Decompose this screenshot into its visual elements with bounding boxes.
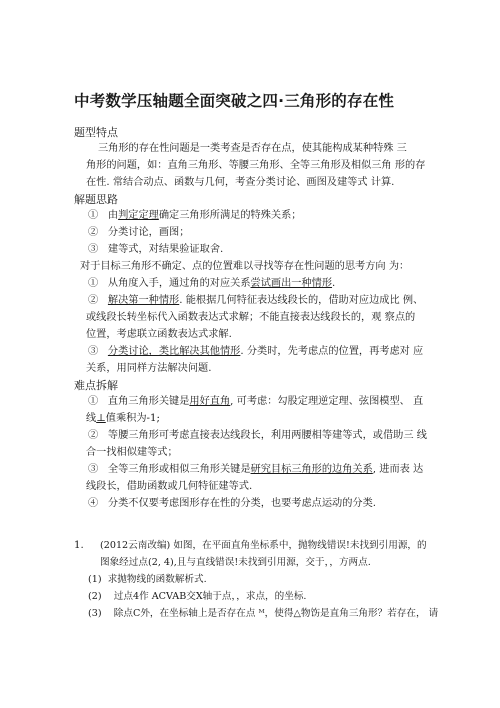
part-label: (1) [88,574,102,585]
part-label: (2) [88,591,102,602]
problem-line: 图象经过点(2, 4),且与直线错误!未找到引用源，交于，，方两点. [100,557,371,568]
note-line: 对于目标三角形不确定、点的位置难以寻找等存在性问题的思考方向 为： [80,261,410,272]
part-text: 求抛物线的函数解析式. [107,574,207,585]
item-text: 从角度入手，通过角的对应关系 [107,278,251,289]
underlined-text: 研究目标三角形的边角关系 [250,464,373,475]
item-text: . 能根据几何特征表达线段长的，借助对应边成比 例、 [179,295,424,306]
list-item-continuation: 或线段长转坐标代入函数表达式求解；不能直接表达线段长的，观 察点的 [86,312,416,323]
list-item [88,396,423,408]
item-number: ② [88,227,99,238]
underlined-text: 用好直角 [189,396,231,407]
item-text: 确定三角形所满足的特殊关系； [158,210,302,221]
problem-part [88,591,306,603]
list-item-continuation: 合一找相似建等式； [86,447,178,458]
item-text: 由 [107,210,119,221]
list-item [88,278,335,290]
part-text: 除点C外，在坐标轴上是否存在点 ᴹ，使得△物饬是直角三角形？若存在， 请 [113,608,439,619]
list-item [88,498,376,510]
list-item-continuation: 位置，考虑联立函数表达式求解. [86,329,232,340]
item-number: ③ [88,464,99,475]
item-text: 全等三角形或相似三角形关键是 [107,464,251,475]
list-item-continuation: 关系，用同样方法解决问题. [86,363,212,374]
section-heading-features: 题型特点 [74,126,118,139]
underlined-text: 判定定理 [118,210,159,221]
section-heading-approach: 解题思路 [74,193,118,206]
underlined-text: 尝试画出一种情形 [250,278,333,289]
item-text: . 分类时，先考虑点的位置，再考虑对 应 [240,346,424,357]
item-number: ① [88,278,99,289]
item-number: ① [88,396,99,407]
item-number: ③ [88,244,99,255]
underlined-text: ⊥ [96,413,106,424]
list-item [88,210,301,222]
list-item-continuation: 线段长，借助函数或几何特征建等式. [86,481,253,492]
item-text: 分类不仅要考虑图形存在性的分类，也要考虑点运动的分类. [107,498,377,509]
item-text: , 进而表 达 [372,464,424,475]
underlined-text: 分类讨论，类比解决其他情形 [107,346,241,357]
item-text: 等腰三角形可考虑直接表达线段长，利用两腰相等建等式，或借助三 线 [107,430,427,441]
item-number: ② [88,295,99,306]
list-item [88,464,423,476]
section-heading-difficulties: 难点拆解 [74,379,118,392]
item-text: , 可考虑：勾股定理逆定理、弦图模型、 直 [230,396,424,407]
underlined-text: 解决第一种情形 [107,295,180,306]
item-number: ② [88,430,99,441]
item-text: 分类讨论，画图； [107,227,190,238]
problem-number: 1. [74,540,84,551]
page-title: 中考数学压轴题全面突破之四·三角形的存在性 [74,92,395,110]
problem-part [88,574,207,586]
item-number: ④ [88,498,99,509]
problem-line: (2012云南改编) 如图，在平面直角坐标系中，抛物线错误!未找到引用源，的 [100,540,427,551]
list-item [88,430,427,442]
item-text: . [332,278,336,289]
item-number: ③ [88,346,99,357]
part-label: (3) [88,608,102,619]
part-text: 过点4作 ACVAB交X轴于点，，求点，的坐标. [113,591,307,602]
item-number: ① [88,210,99,221]
list-item [88,244,223,256]
problem-part [88,608,438,620]
list-item [88,295,423,307]
item-text: 值乘积为-1; [105,413,160,424]
paragraph-line: 在性. 常结合动点、函数与几何，考查分类讨论、画图及建等式 计算. [86,177,395,188]
list-item-continuation [86,413,160,425]
item-text: 线 [86,413,97,424]
paragraph-line: 三角形的存在性问题是一类考查是否存在点，使其能构成某种特殊 三 [98,143,407,154]
item-text: 直角三角形关键是 [107,396,190,407]
list-item [88,346,423,358]
list-item [88,227,189,239]
item-text: 建等式，对结果验证取舍. [107,244,224,255]
paragraph-line: 角形的问题，如：直角三角形、等腰三角形、全等三角形及相似三角 形的存 [86,160,426,171]
